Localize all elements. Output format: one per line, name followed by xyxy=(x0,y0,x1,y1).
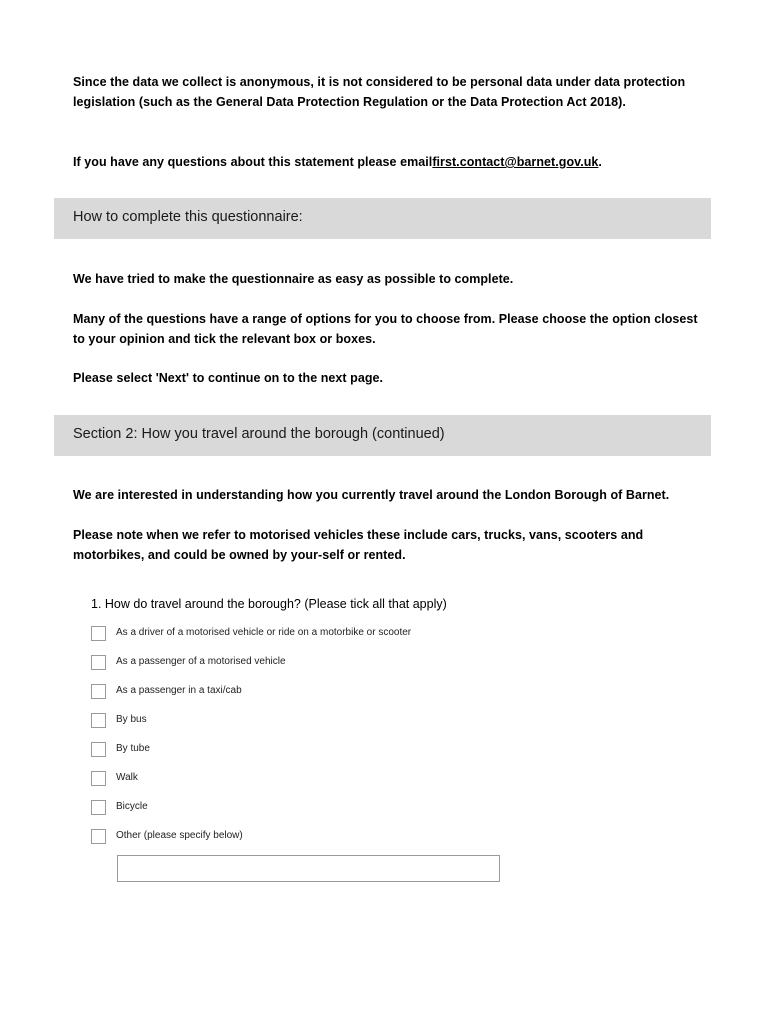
option-other-label: Other (please specify below) xyxy=(116,830,243,841)
option-walk[interactable] xyxy=(91,771,511,789)
option-taxi-label: As a passenger in a taxi/cab xyxy=(116,685,242,696)
option-bicycle-checkbox[interactable] xyxy=(91,800,106,815)
option-passenger-vehicle-checkbox[interactable] xyxy=(91,655,106,670)
option-walk-checkbox[interactable] xyxy=(91,771,106,786)
option-driver-checkbox[interactable] xyxy=(91,626,106,641)
section-header-how-to-title: How to complete this questionnaire: xyxy=(73,209,303,225)
how-to-paragraph-1: We have tried to make the questionnaire as easy as possible to complete. xyxy=(73,272,514,286)
option-bus-label: By bus xyxy=(116,714,147,725)
section-2-paragraph-2: Please note when we refer to motorised vehicles these include cars, trucks, vans, scooters and motorbikes, and could be owned by your-self or rented. xyxy=(73,528,644,562)
section-header-section-2 xyxy=(54,415,711,456)
option-other[interactable] xyxy=(91,829,511,847)
option-taxi-checkbox[interactable] xyxy=(91,684,106,699)
option-driver[interactable] xyxy=(91,626,511,644)
privacy-contact-paragraph xyxy=(73,152,698,172)
question-1-label: 1. How do travel around the borough? (Please tick all that apply) xyxy=(91,597,447,611)
option-bus[interactable] xyxy=(91,713,511,731)
option-taxi[interactable] xyxy=(91,684,511,702)
privacy-contact-text: If you have any questions about this statement please email xyxy=(73,155,433,169)
section-header-section-2-title: Section 2: How you travel around the borough (continued) xyxy=(73,426,445,442)
option-tube[interactable] xyxy=(91,742,511,760)
option-bicycle[interactable] xyxy=(91,800,511,818)
option-bus-checkbox[interactable] xyxy=(91,713,106,728)
how-to-paragraph-2: Many of the questions have a range of options for you to choose from. Please choose the option closest to your opinion and tick the relevant box or boxes. xyxy=(73,312,698,346)
section-header-how-to xyxy=(54,198,711,239)
other-specify-input[interactable] xyxy=(117,855,500,882)
section-2-paragraph-1: We are interested in understanding how you currently travel around the London Borough of Barnet. xyxy=(73,488,670,502)
option-driver-label: As a driver of a motorised vehicle or ride on a motorbike or scooter xyxy=(116,627,412,638)
option-walk-label: Walk xyxy=(116,772,138,783)
how-to-paragraph-3: Please select 'Next' to continue on to the next page. xyxy=(73,371,384,385)
privacy-contact-suffix: . xyxy=(598,155,602,169)
option-passenger-vehicle[interactable] xyxy=(91,655,511,673)
option-tube-checkbox[interactable] xyxy=(91,742,106,757)
contact-email-link[interactable]: first.contact@barnet.gov.uk xyxy=(432,155,599,169)
option-tube-label: By tube xyxy=(116,743,150,754)
option-passenger-vehicle-label: As a passenger of a motorised vehicle xyxy=(116,656,286,667)
option-other-checkbox[interactable] xyxy=(91,829,106,844)
privacy-anonymous-paragraph: Since the data we collect is anonymous, it is not considered to be personal data under data protection legislation (such as the General Data Protection Regulation or the Data Protection Act 2018). xyxy=(73,75,686,109)
option-bicycle-label: Bicycle xyxy=(116,801,148,812)
